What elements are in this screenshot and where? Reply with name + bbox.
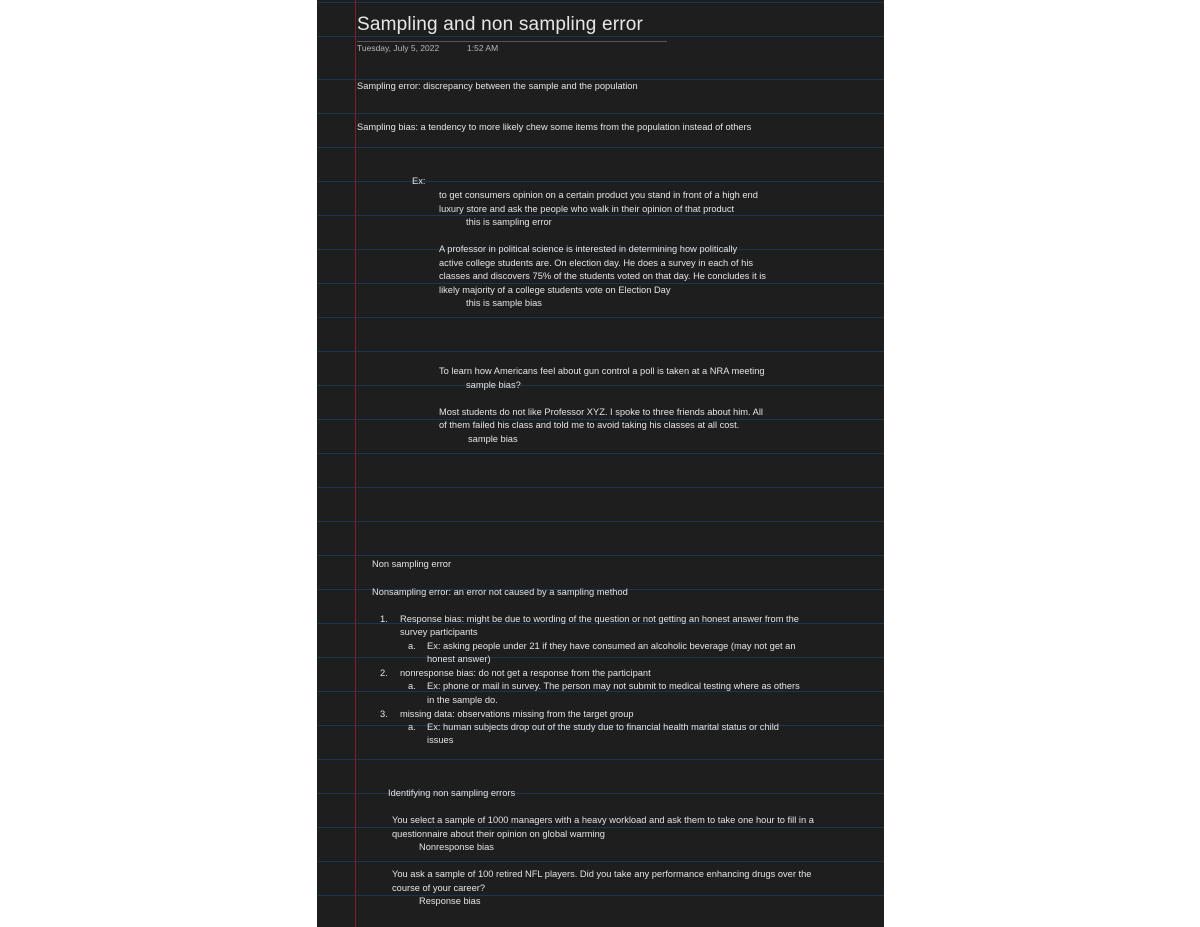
list-item-line[interactable]: nonresponse bias: do not get a response from the participant — [400, 668, 651, 678]
sublist-item-line[interactable]: Ex: phone or mail in survey. The person may not submit to medical testing where as others — [427, 681, 800, 691]
sublist-item-line[interactable]: issues — [427, 735, 454, 745]
sublist-item-line[interactable]: Ex: asking people under 21 if they have consumed an alcoholic beverage (may not get an — [427, 641, 796, 651]
example-3-line[interactable]: To learn how Americans feel about gun control a poll is taken at a NRA meeting — [439, 366, 765, 376]
list-item-line[interactable]: survey participants — [400, 627, 478, 637]
sublist-item-line[interactable]: honest answer) — [427, 654, 491, 664]
question-2-line[interactable]: course of your career? — [392, 883, 486, 893]
sampling-error-definition[interactable]: Sampling error: discrepancy between the sample and the population — [357, 81, 638, 91]
example-2-line[interactable]: classes and discovers 75% of the students voted on that day. He concludes it is — [439, 271, 766, 281]
title-underline — [357, 41, 667, 42]
example-2-answer[interactable]: this is sample bias — [466, 298, 542, 308]
example-4-line[interactable]: of them failed his class and told me to avoid taking his classes at all cost. — [439, 420, 740, 430]
example-1-line[interactable]: luxury store and ask the people who walk in their opinion of that product — [439, 204, 735, 214]
non-sampling-heading[interactable]: Non sampling error — [372, 559, 452, 569]
sublist-letter: a. — [408, 641, 416, 651]
example-3-answer[interactable]: sample bias? — [466, 380, 521, 390]
question-1-answer[interactable]: Nonresponse bias — [419, 842, 494, 852]
list-item-line[interactable]: Response bias: might be due to wording of the question or not getting an honest answer from the — [400, 614, 799, 624]
sublist-item-line[interactable]: in the sample do. — [427, 695, 498, 705]
example-1-answer[interactable]: this is sampling error — [466, 217, 552, 227]
question-2-answer[interactable]: Response bias — [419, 896, 481, 906]
example-2-line[interactable]: active college students are. On election day. He does a survey in each of his — [439, 258, 754, 268]
nonsampling-definition[interactable]: Nonsampling error: an error not caused by a sampling method — [372, 587, 628, 597]
example-1-line[interactable]: to get consumers opinion on a certain product you stand in front of a high end — [439, 190, 758, 200]
note-date: Tuesday, July 5, 2022 — [357, 43, 440, 53]
page-title[interactable]: Sampling and non sampling error — [357, 14, 644, 35]
example-2-line[interactable]: likely majority of a college students vote on Election Day — [439, 285, 671, 295]
note-time: 1:52 AM — [467, 43, 499, 53]
example-4-line[interactable]: Most students do not like Professor XYZ. I spoke to three friends about him. All — [439, 407, 764, 417]
list-number: 3. — [380, 709, 388, 719]
example-4-answer[interactable]: sample bias — [468, 434, 518, 444]
question-1-line[interactable]: questionnaire about their opinion on global warming — [392, 829, 605, 839]
example-label: Ex: — [412, 176, 426, 186]
question-1-line[interactable]: You select a sample of 1000 managers with a heavy workload and ask them to take one hour to fill in a — [392, 815, 814, 825]
sublist-letter: a. — [408, 722, 416, 732]
sampling-bias-definition[interactable]: Sampling bias: a tendency to more likely chew some items from the population instead of others — [357, 122, 752, 132]
question-2-line[interactable]: You ask a sample of 100 retired NFL players. Did you take any performance enhancing drugs over the — [392, 869, 812, 879]
margin-rule — [355, 0, 356, 927]
sublist-item-line[interactable]: Ex: human subjects drop out of the study due to financial health marital status or child — [427, 722, 779, 732]
note-page — [317, 0, 884, 927]
example-2-line[interactable]: A professor in political science is interested in determining how politically — [439, 244, 738, 254]
list-number: 2. — [380, 668, 388, 678]
list-item-line[interactable]: missing data: observations missing from the target group — [400, 709, 634, 719]
identifying-heading[interactable]: Identifying non sampling errors — [388, 788, 516, 798]
list-number: 1. — [380, 614, 388, 624]
sublist-letter: a. — [408, 681, 416, 691]
